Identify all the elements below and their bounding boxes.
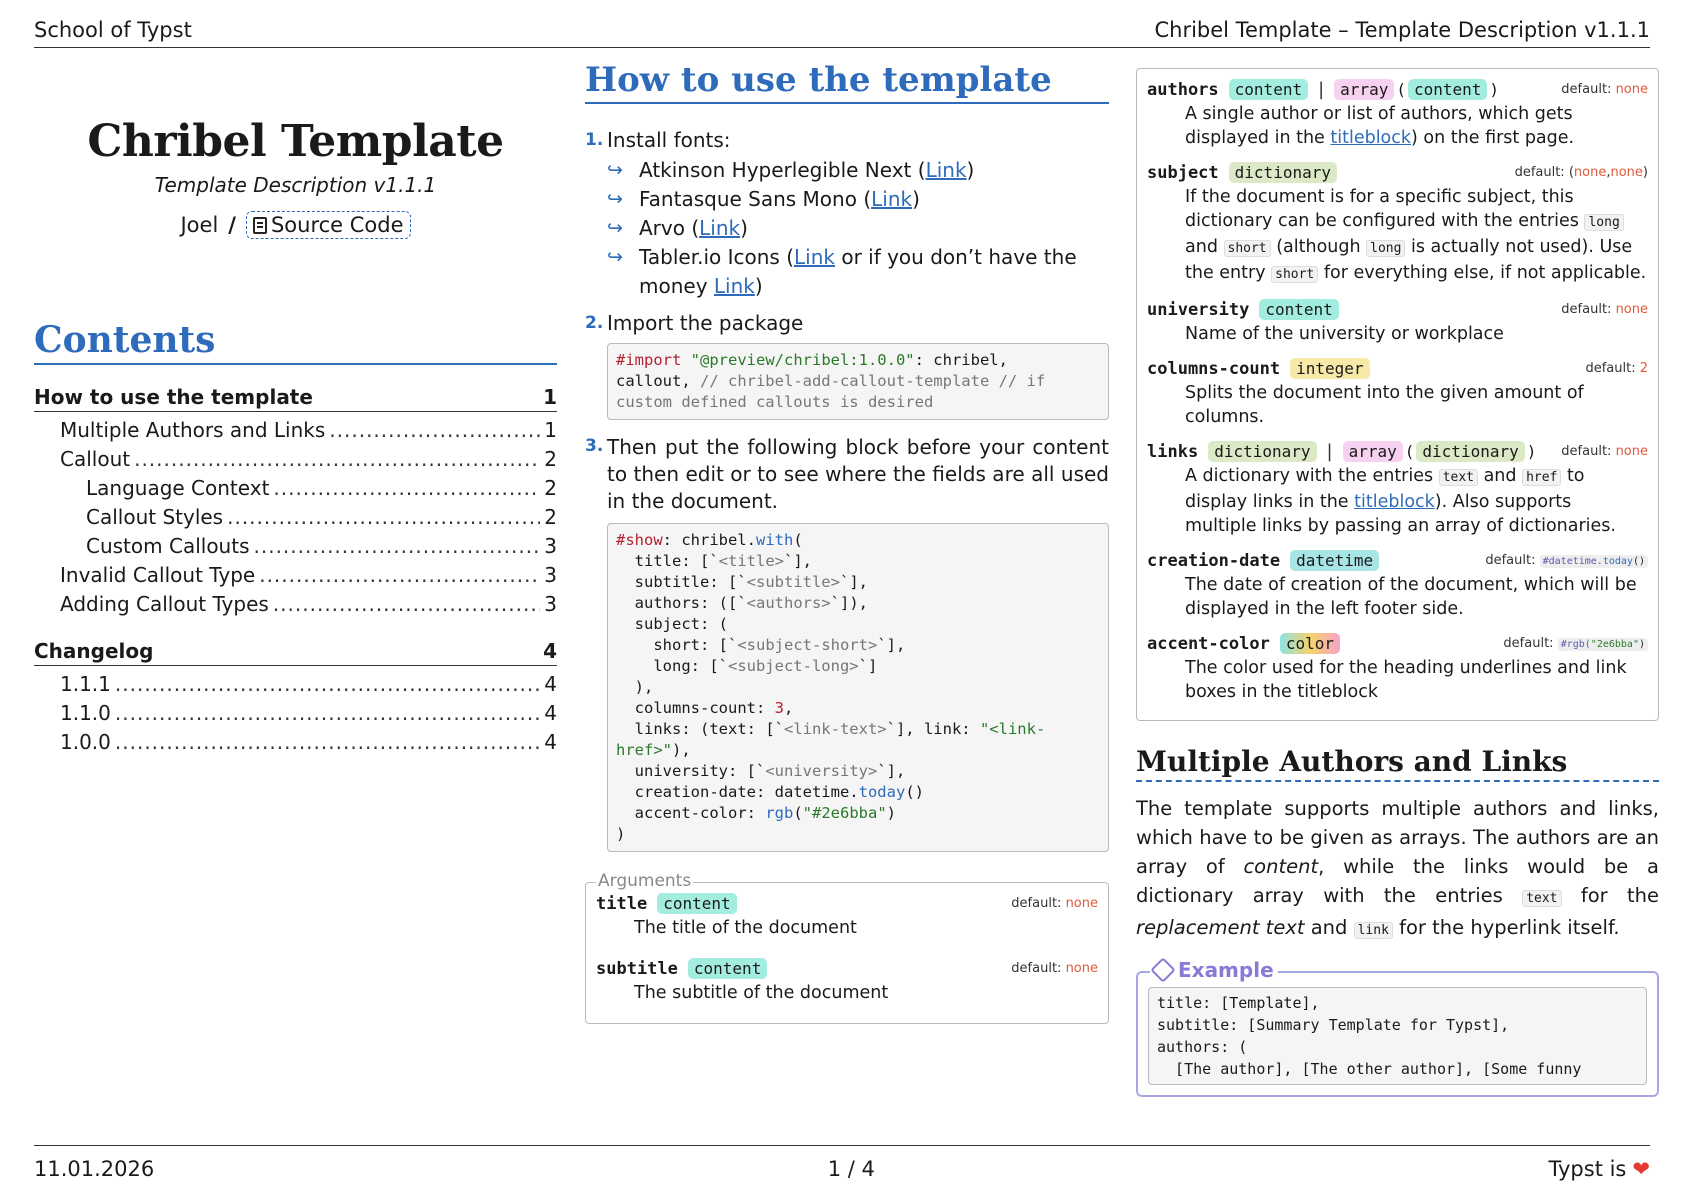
toc-page: 4 [544,701,557,725]
toc-entry[interactable] [34,505,557,534]
default-label: default: [1561,444,1612,459]
font-name: Atkinson Hyperlegible Next ( [639,158,926,182]
code-token: <authors> [746,594,831,612]
code-token: "<link-href>" [616,720,1046,759]
code-token: authors: ([` [616,594,747,612]
arg-description [1147,185,1648,287]
return-arrow-icon: ↪ [607,246,623,268]
paren: ) [966,158,975,182]
para-text: for the hyperlink itself. [1392,916,1620,939]
footer-date: 11.01.2026 [34,1156,155,1181]
code-token: () [1632,556,1645,567]
default-code [1540,555,1648,568]
default-none: none [1065,896,1098,911]
arg-subject [1147,162,1648,287]
type-badge: array [1334,79,1394,100]
arg-description: The title of the document [634,918,857,938]
default-none: none [1615,444,1648,459]
code-token: columns-count: [616,699,775,717]
toc-page: 1 [543,385,557,409]
code-token: `], [877,636,906,654]
desc-text: to display links in the [1185,466,1585,512]
desc-text: for everything else, if not applicable. [1318,263,1647,283]
author-name: Joel [180,213,219,237]
arg-description: Splits the document into the given amount of columns. [1185,383,1584,427]
default-value [1503,636,1648,651]
font-link[interactable]: Link [699,216,741,240]
toc-label: Callout Styles [86,505,224,529]
type-badge: integer [1290,358,1369,379]
default-label: default: [1561,302,1612,317]
example-callout [1136,958,1659,1097]
default-none: none [1065,961,1098,976]
code-token: ) [886,804,897,822]
default-code [1558,638,1648,651]
default-label: default: [1011,961,1062,976]
default-label: default: [1503,636,1554,651]
type-paren: ( [1396,80,1406,99]
type-badge: datetime [1290,550,1379,571]
toc-leader [115,672,540,696]
type-badge: content [657,893,736,914]
type-badge: dictionary [1208,441,1316,462]
font-name: Fantasque Sans Mono ( [639,187,872,211]
code-token: `], [877,762,906,780]
toc-page: 3 [544,592,557,616]
table-of-contents [34,385,557,759]
default-label: default: [1485,553,1536,568]
title-block [34,116,557,239]
type-separator: | [1326,441,1333,462]
toc-label: 1.1.1 [60,672,111,696]
toc-page: 4 [543,639,557,663]
inline-code: text [1439,469,1478,486]
toc-page: 2 [544,505,557,529]
arg-university [1147,299,1648,346]
step-text: Import the package [607,311,804,335]
default-value [1485,553,1648,568]
header-left: School of Typst [34,18,192,42]
desc-text: A single author or list of authors, which gets displayed in the [1185,104,1573,148]
footer-text: Typst is [1548,1156,1627,1181]
arg-subtitle [596,958,1098,1005]
toc-label: Changelog [34,639,154,663]
heart-icon: ❤ [1632,1156,1650,1181]
code-token: university: [` [616,762,766,780]
code-token: #import [616,351,682,369]
code-token: long: [` [616,657,728,675]
toc-label: How to use the template [34,385,313,409]
doc-subtitle: Template Description v1.1.1 [154,173,437,197]
code-token: creation-date: datetime. [616,783,859,801]
font-link[interactable]: Link [925,158,967,182]
show-code-block [607,523,1109,852]
desc-text: A dictionary with the entries [1185,466,1439,486]
footer-page-number: 1 / 4 [827,1156,875,1181]
multi-paragraph [1136,794,1659,945]
arg-description [1147,102,1648,150]
arg-description: The date of creation of the document, which will be displayed in the left footer side. [1185,575,1637,619]
inline-code: short [1271,266,1318,283]
arg-accent-color [1147,633,1648,704]
steps-list [585,128,1109,852]
inline-code: long [1366,240,1405,257]
page-header [34,18,1650,48]
toc-entry[interactable] [34,701,557,730]
code-token: #datetime. [1542,556,1603,567]
type-badge: content [688,958,767,979]
default-none: none [1610,165,1643,180]
inline-code: short [1224,240,1271,257]
step-number: 3. [585,436,604,456]
toc-entry[interactable] [34,563,557,592]
para-text: The template supports multiple authors and links, which have to be given as arrays. The authors are an array of [1136,797,1659,878]
type-badge: dictionary [1229,162,1337,183]
arguments-box-continued [1136,68,1659,721]
toc-label: Multiple Authors and Links [60,418,326,442]
arg-description [1147,464,1648,538]
desc-text: is actually not used). Use the entry [1185,237,1633,283]
toc-label: Language Context [86,476,270,500]
desc-text: ). Also supports multiple links by passing an array of dictionaries. [1185,492,1616,536]
arguments-legend: Arguments [598,871,692,891]
step-3 [585,434,1109,852]
code-token: callout, [616,372,691,390]
example-icon [1150,957,1175,982]
desc-text: (although [1270,237,1367,257]
toc-label: Invalid Callout Type [60,563,256,587]
default-value [1011,896,1098,911]
source-code-link[interactable] [246,211,411,239]
contents-heading: Contents [34,319,557,365]
default-value [1585,361,1648,376]
font-list [607,156,1109,301]
font-note: or if you don’t have the money [639,245,1077,298]
toc-label: Callout [60,447,131,471]
type-badge: content [1259,299,1338,320]
list-item [607,156,1109,185]
code-token: `]), [830,594,868,612]
import-code-block [607,343,1109,420]
arg-name: university [1147,299,1250,320]
arg-name: links [1147,441,1199,462]
font-link[interactable]: Link [713,274,755,298]
step-1 [585,128,1109,301]
column-middle [585,60,1109,1024]
section-heading-howto: How to use the template [585,60,1109,104]
desc-text: ) on the first page. [1411,128,1575,148]
code-token: ( [793,531,803,549]
para-emphasis: replacement text [1136,916,1305,939]
desc-text: and [1478,466,1523,486]
arg-columns-count [1147,358,1648,429]
toc-leader [259,563,540,587]
default-value [1011,961,1098,976]
section-heading-multiple-authors: Multiple Authors and Links [1136,745,1659,782]
code-token: "#2e6bba" [802,804,887,822]
toc-page: 2 [544,476,557,500]
toc-entry-how-to[interactable] [34,385,557,412]
default-none: none [1615,82,1648,97]
titleblock-link[interactable]: titleblock [1354,492,1435,512]
default-label: default: [1561,82,1612,97]
toc-entry[interactable] [34,730,557,759]
return-arrow-icon: ↪ [607,217,623,239]
code-token: with [756,531,794,549]
code-token: title: [` [616,552,719,570]
para-text: , while the links would be a dictionary array with the entries [1136,855,1659,907]
arg-name: authors [1147,79,1219,100]
example-legend [1150,958,1278,982]
type-badge: content [1229,79,1308,100]
return-arrow-icon: ↪ [607,188,623,210]
toc-label: Adding Callout Types [60,592,269,616]
default-paren: ( [1568,165,1574,180]
code-token: `] [858,657,878,675]
type-paren: ) [1489,80,1500,99]
font-link[interactable]: Link [871,187,913,211]
code-token: <link-text> [783,720,887,738]
arg-name: columns-count [1147,358,1281,379]
code-token: subject: ( [616,615,728,633]
toc-entry[interactable] [34,447,557,476]
step-text: Install fonts: [607,128,731,152]
toc-label: 1.1.0 [60,701,111,725]
default-value [1561,444,1648,459]
type-separator: | [1318,79,1325,100]
doc-title: Chribel Template [87,116,504,167]
toc-leader [273,592,540,616]
code-comment: // chribel-add-callout-template // if custom defined callouts is desired [616,372,1055,411]
toc-leader [273,476,540,500]
inline-code: href [1522,469,1561,486]
inline-code: long [1584,214,1623,231]
desc-text: and [1185,237,1224,257]
type-paren: ) [1526,442,1537,461]
column-right [1136,68,1659,1097]
toc-page: 3 [544,563,557,587]
code-token: <subtitle> [746,573,840,591]
code-token: <subject-short> [737,636,878,654]
toc-entry-changelog[interactable] [34,639,557,666]
code-token: links: (text: [` [616,720,784,738]
arg-name: subject [1147,162,1219,183]
arg-description: Name of the university or workplace [1185,324,1504,344]
example-label: Example [1178,958,1274,982]
code-token: `], link: [886,720,980,738]
code-token: ), [616,678,654,696]
code-token: : chribel, [914,351,1008,369]
code-token: 3 [774,699,784,717]
header-right: Chribel Template – Template Description v1.1.1 [1154,18,1650,42]
para-emphasis: content [1243,855,1319,878]
font-name: Arvo ( [639,216,700,240]
toc-leader [134,447,540,471]
toc-leader [329,418,540,442]
toc-page: 4 [544,672,557,696]
code-token: #show [616,531,663,549]
inline-code: text [1522,890,1561,907]
code-token: <subject-long> [727,657,859,675]
toc-label: 1.0.0 [60,730,111,754]
default-label: default: [1585,361,1636,376]
step-number: 1. [585,130,604,150]
code-token: <university> [765,762,878,780]
font-link[interactable]: Link [794,245,835,269]
code-token: #rgb( [1560,639,1591,650]
default-paren: ) [1642,165,1648,180]
toc-leader [227,505,540,529]
arg-description: The subtitle of the document [634,983,889,1003]
default-none: none [1573,165,1607,180]
arg-links [1147,441,1648,538]
toc-entry[interactable] [34,592,557,621]
book-icon [253,217,267,234]
inline-code: link [1354,922,1393,939]
code-token: subtitle: [` [616,573,747,591]
code-token: today [858,783,906,801]
code-token: ( [793,804,803,822]
arguments-box [585,871,1109,1024]
type-badge: color [1280,633,1340,654]
default-value [1561,302,1648,317]
list-item [607,214,1109,243]
code-token: accent-color: [616,804,766,822]
step-2 [585,311,1109,420]
code-token: "2e6bba" [1590,639,1639,650]
arg-name: creation-date [1147,550,1281,571]
type-badge: array [1343,441,1403,462]
toc-page: 4 [544,730,557,754]
example-code-block: title: [Template], subtitle: [Summary Template for Typst], authors: ( [The author], [The other author], [Some funny [1148,987,1647,1085]
author-separator: / [228,213,236,237]
default-label: default: [1514,165,1565,180]
default-label: default: [1011,896,1062,911]
code-token: ), [672,741,691,759]
source-code-label: Source Code [270,213,404,237]
toc-entry[interactable] [34,534,557,563]
code-token: <title> [718,552,784,570]
arg-creation-date [1147,550,1648,621]
toc-page: 3 [544,534,557,558]
step-text: Then put the following block before your content to then edit or to see where the fields are all used in the document. [607,435,1109,513]
page-footer [34,1145,1650,1185]
titleblock-link[interactable]: titleblock [1330,128,1412,148]
arg-name: accent-color [1147,633,1270,654]
code-token: today [1602,556,1633,567]
paren: ) [740,216,748,240]
toc-leader [254,534,541,558]
code-token: `], [784,552,812,570]
toc-entry[interactable] [34,476,557,505]
type-paren: ( [1404,442,1415,461]
arg-title [596,893,1098,940]
arg-name: title [596,893,648,914]
step-number: 2. [585,313,604,333]
desc-text: If the document is for a specific subject, this dictionary can be configured with the entries [1185,187,1585,231]
type-badge: content [1408,79,1487,100]
code-token: rgb [765,804,794,822]
default-sep: , [1606,165,1611,180]
toc-page: 1 [544,418,557,442]
arg-name: subtitle [596,958,678,979]
code-token: "@preview/chribel:1.0.0" [690,351,915,369]
author-line [34,211,557,239]
column-left [34,60,557,759]
toc-entry[interactable] [34,672,557,701]
arg-description: The color used for the heading underlines and link boxes in the titleblock [1185,658,1627,702]
return-arrow-icon: ↪ [607,159,623,181]
footer-right [1548,1157,1650,1181]
code-token: () [905,783,924,801]
code-token: : chribel. [662,531,756,549]
default-number: 2 [1639,361,1648,376]
para-text: for the [1561,884,1659,907]
code-token: , [784,699,794,717]
paren: ) [754,274,763,298]
default-value [1561,82,1648,97]
arg-authors [1147,79,1648,150]
font-name: Tabler.io Icons ( [639,245,794,269]
toc-entry[interactable] [34,418,557,447]
default-none: none [1615,302,1648,317]
list-item [607,185,1109,214]
list-item [607,243,1109,301]
default-value [1515,165,1648,180]
toc-leader [115,701,540,725]
code-token: `], [839,573,868,591]
toc-page: 2 [544,447,557,471]
code-token: ) [616,825,626,843]
toc-label: Custom Callouts [86,534,250,558]
para-text: and [1304,916,1354,939]
type-badge: dictionary [1416,441,1524,462]
code-token: ) [1638,639,1645,650]
paren: ) [912,187,920,211]
toc-leader [115,730,540,754]
code-token: short: [` [616,636,738,654]
